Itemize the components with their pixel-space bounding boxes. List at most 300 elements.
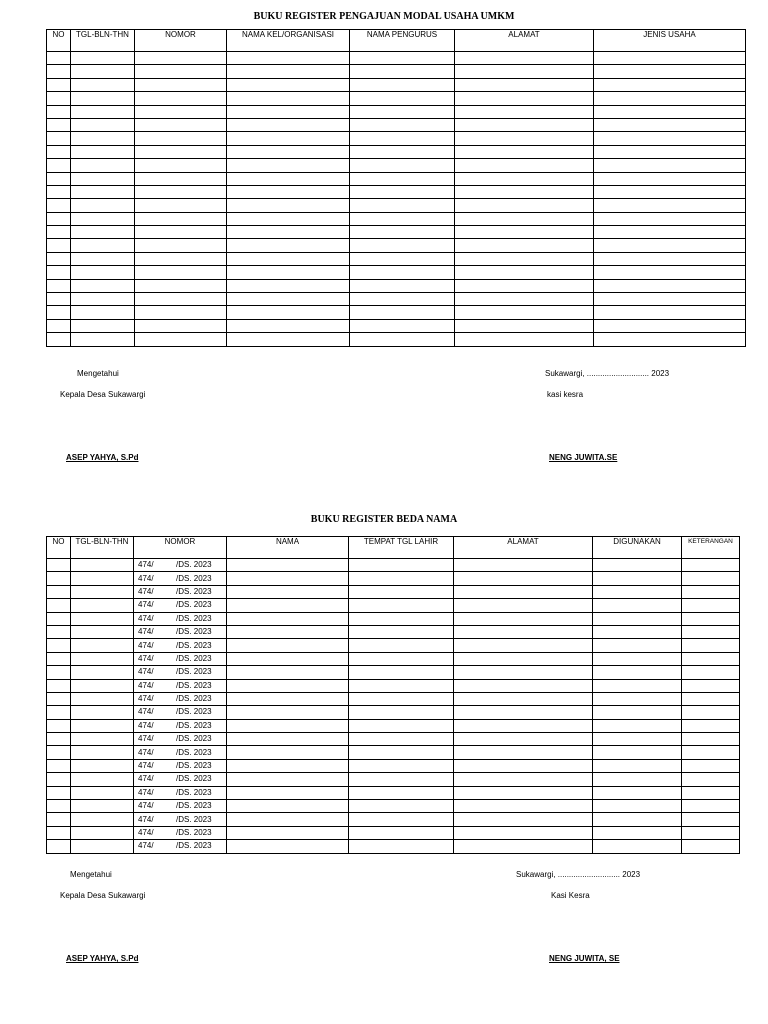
table-cell[interactable]: [227, 65, 350, 78]
table-cell[interactable]: [227, 599, 349, 612]
table-cell[interactable]: [593, 559, 682, 572]
table-cell[interactable]: [227, 252, 350, 265]
table-cell[interactable]: [455, 199, 594, 212]
table-cell[interactable]: [227, 132, 350, 145]
table-cell[interactable]: [682, 585, 740, 598]
nomor-cell[interactable]: [134, 585, 227, 598]
table-cell[interactable]: [350, 185, 455, 198]
table-cell[interactable]: [349, 652, 454, 665]
table-cell[interactable]: [682, 759, 740, 772]
table-cell[interactable]: [47, 585, 71, 598]
table-cell[interactable]: [350, 212, 455, 225]
table-cell[interactable]: [350, 105, 455, 118]
table-cell[interactable]: [71, 239, 135, 252]
table-cell[interactable]: [349, 800, 454, 813]
table-cell[interactable]: [593, 786, 682, 799]
table-cell[interactable]: [594, 239, 746, 252]
table-cell[interactable]: [455, 239, 594, 252]
table-cell[interactable]: [47, 226, 71, 239]
table-cell[interactable]: [455, 65, 594, 78]
table-cell[interactable]: [350, 306, 455, 319]
table-cell[interactable]: [350, 52, 455, 65]
table-cell[interactable]: [682, 733, 740, 746]
nomor-cell[interactable]: [134, 840, 227, 853]
table-cell[interactable]: [349, 612, 454, 625]
table-cell[interactable]: [227, 319, 350, 332]
table-cell[interactable]: [71, 599, 134, 612]
table-cell[interactable]: [47, 333, 71, 346]
nomor-cell[interactable]: [134, 652, 227, 665]
table-cell[interactable]: [593, 813, 682, 826]
nomor-cell[interactable]: [134, 572, 227, 585]
table-cell[interactable]: [349, 733, 454, 746]
table-cell[interactable]: [47, 185, 71, 198]
nomor-cell[interactable]: [134, 599, 227, 612]
table-cell[interactable]: [454, 692, 593, 705]
table-cell[interactable]: [47, 826, 71, 839]
table-cell[interactable]: [47, 199, 71, 212]
table-cell[interactable]: [47, 65, 71, 78]
table-cell[interactable]: [682, 786, 740, 799]
table-cell[interactable]: [349, 826, 454, 839]
table-cell[interactable]: [227, 826, 349, 839]
table-cell[interactable]: [47, 92, 71, 105]
table-cell[interactable]: [47, 105, 71, 118]
table-cell[interactable]: [47, 132, 71, 145]
table-cell[interactable]: [594, 266, 746, 279]
table-cell[interactable]: [594, 105, 746, 118]
table-cell[interactable]: [594, 333, 746, 346]
table-cell[interactable]: [594, 172, 746, 185]
table-cell[interactable]: [135, 306, 227, 319]
table-cell[interactable]: [135, 279, 227, 292]
table-cell[interactable]: [71, 118, 135, 131]
table-cell[interactable]: [594, 185, 746, 198]
table-cell[interactable]: [47, 813, 71, 826]
table-cell[interactable]: [71, 226, 135, 239]
table-cell[interactable]: [71, 212, 135, 225]
table-cell[interactable]: [227, 105, 350, 118]
table-cell[interactable]: [682, 692, 740, 705]
table-cell[interactable]: [594, 145, 746, 158]
nomor-cell[interactable]: [134, 625, 227, 638]
table-cell[interactable]: [682, 639, 740, 652]
table-cell[interactable]: [455, 145, 594, 158]
table-cell[interactable]: [349, 840, 454, 853]
table-cell[interactable]: [47, 706, 71, 719]
table-cell[interactable]: [454, 599, 593, 612]
table-cell[interactable]: [349, 666, 454, 679]
table-cell[interactable]: [47, 172, 71, 185]
table-cell[interactable]: [594, 159, 746, 172]
table-cell[interactable]: [594, 132, 746, 145]
table-cell[interactable]: [135, 132, 227, 145]
table-cell[interactable]: [135, 293, 227, 306]
table-cell[interactable]: [682, 559, 740, 572]
table-cell[interactable]: [682, 706, 740, 719]
nomor-cell[interactable]: [134, 559, 227, 572]
table-cell[interactable]: [682, 652, 740, 665]
table-cell[interactable]: [455, 226, 594, 239]
table-cell[interactable]: [71, 252, 135, 265]
table-cell[interactable]: [227, 733, 349, 746]
table-cell[interactable]: [682, 746, 740, 759]
table-cell[interactable]: [455, 132, 594, 145]
table-cell[interactable]: [349, 625, 454, 638]
table-cell[interactable]: [71, 840, 134, 853]
table-cell[interactable]: [227, 266, 350, 279]
table-cell[interactable]: [593, 840, 682, 853]
table-cell[interactable]: [350, 252, 455, 265]
table-cell[interactable]: [71, 572, 134, 585]
table-cell[interactable]: [594, 92, 746, 105]
table-cell[interactable]: [71, 625, 134, 638]
table-cell[interactable]: [71, 145, 135, 158]
table-cell[interactable]: [349, 692, 454, 705]
table-cell[interactable]: [593, 585, 682, 598]
table-cell[interactable]: [135, 172, 227, 185]
table-cell[interactable]: [454, 559, 593, 572]
table-cell[interactable]: [227, 118, 350, 131]
table-cell[interactable]: [593, 706, 682, 719]
table-cell[interactable]: [71, 52, 135, 65]
table-cell[interactable]: [227, 719, 349, 732]
table-cell[interactable]: [47, 293, 71, 306]
table-cell[interactable]: [350, 279, 455, 292]
table-cell[interactable]: [349, 773, 454, 786]
table-cell[interactable]: [454, 652, 593, 665]
table-cell[interactable]: [454, 719, 593, 732]
table-cell[interactable]: [594, 293, 746, 306]
table-cell[interactable]: [227, 652, 349, 665]
table-cell[interactable]: [47, 746, 71, 759]
table-cell[interactable]: [71, 105, 135, 118]
table-cell[interactable]: [47, 773, 71, 786]
table-cell[interactable]: [682, 813, 740, 826]
table-cell[interactable]: [47, 759, 71, 772]
table-cell[interactable]: [455, 279, 594, 292]
table-cell[interactable]: [135, 92, 227, 105]
nomor-cell[interactable]: [134, 813, 227, 826]
table-cell[interactable]: [593, 773, 682, 786]
table-cell[interactable]: [350, 199, 455, 212]
table-cell[interactable]: [682, 625, 740, 638]
table-cell[interactable]: [682, 599, 740, 612]
table-cell[interactable]: [71, 185, 135, 198]
table-cell[interactable]: [455, 185, 594, 198]
nomor-cell[interactable]: [134, 733, 227, 746]
nomor-cell[interactable]: [134, 773, 227, 786]
table-cell[interactable]: [349, 813, 454, 826]
table-cell[interactable]: [227, 159, 350, 172]
table-cell[interactable]: [135, 239, 227, 252]
table-cell[interactable]: [47, 692, 71, 705]
table-cell[interactable]: [227, 585, 349, 598]
table-cell[interactable]: [227, 572, 349, 585]
table-cell[interactable]: [71, 585, 134, 598]
table-cell[interactable]: [135, 65, 227, 78]
table-cell[interactable]: [349, 572, 454, 585]
table-cell[interactable]: [455, 172, 594, 185]
table-cell[interactable]: [227, 333, 350, 346]
table-cell[interactable]: [349, 719, 454, 732]
table-cell[interactable]: [71, 78, 135, 91]
table-cell[interactable]: [454, 786, 593, 799]
table-cell[interactable]: [227, 625, 349, 638]
table-cell[interactable]: [227, 773, 349, 786]
nomor-cell[interactable]: [134, 800, 227, 813]
table-cell[interactable]: [227, 212, 350, 225]
table-cell[interactable]: [350, 293, 455, 306]
table-cell[interactable]: [682, 612, 740, 625]
table-cell[interactable]: [47, 266, 71, 279]
table-cell[interactable]: [71, 692, 134, 705]
table-cell[interactable]: [593, 639, 682, 652]
table-cell[interactable]: [71, 293, 135, 306]
table-cell[interactable]: [71, 759, 134, 772]
table-cell[interactable]: [71, 639, 134, 652]
table-cell[interactable]: [47, 559, 71, 572]
table-cell[interactable]: [71, 612, 134, 625]
table-cell[interactable]: [350, 319, 455, 332]
table-cell[interactable]: [682, 840, 740, 853]
nomor-cell[interactable]: [134, 786, 227, 799]
table-cell[interactable]: [227, 639, 349, 652]
table-cell[interactable]: [71, 666, 134, 679]
table-cell[interactable]: [71, 159, 135, 172]
nomor-cell[interactable]: [134, 639, 227, 652]
table-cell[interactable]: [227, 293, 350, 306]
table-cell[interactable]: [454, 666, 593, 679]
table-cell[interactable]: [227, 306, 350, 319]
table-cell[interactable]: [135, 78, 227, 91]
table-cell[interactable]: [227, 559, 349, 572]
table-cell[interactable]: [227, 692, 349, 705]
table-cell[interactable]: [71, 719, 134, 732]
table-cell[interactable]: [135, 252, 227, 265]
table-cell[interactable]: [71, 306, 135, 319]
table-cell[interactable]: [594, 226, 746, 239]
table-cell[interactable]: [454, 746, 593, 759]
table-cell[interactable]: [594, 65, 746, 78]
table-cell[interactable]: [71, 333, 135, 346]
table-cell[interactable]: [71, 786, 134, 799]
table-cell[interactable]: [454, 759, 593, 772]
table-cell[interactable]: [593, 719, 682, 732]
table-cell[interactable]: [71, 733, 134, 746]
table-cell[interactable]: [454, 572, 593, 585]
table-cell[interactable]: [350, 92, 455, 105]
table-cell[interactable]: [455, 319, 594, 332]
table-cell[interactable]: [594, 199, 746, 212]
table-cell[interactable]: [593, 666, 682, 679]
nomor-cell[interactable]: [134, 679, 227, 692]
nomor-cell[interactable]: [134, 692, 227, 705]
table-cell[interactable]: [71, 800, 134, 813]
table-cell[interactable]: [594, 78, 746, 91]
table-cell[interactable]: [593, 826, 682, 839]
table-cell[interactable]: [47, 306, 71, 319]
table-cell[interactable]: [47, 78, 71, 91]
table-cell[interactable]: [47, 118, 71, 131]
table-cell[interactable]: [135, 105, 227, 118]
table-cell[interactable]: [135, 118, 227, 131]
table-cell[interactable]: [47, 279, 71, 292]
table-cell[interactable]: [455, 118, 594, 131]
table-cell[interactable]: [47, 639, 71, 652]
table-cell[interactable]: [227, 92, 350, 105]
nomor-cell[interactable]: [134, 706, 227, 719]
table-cell[interactable]: [594, 279, 746, 292]
table-cell[interactable]: [227, 199, 350, 212]
table-cell[interactable]: [455, 159, 594, 172]
table-cell[interactable]: [454, 585, 593, 598]
table-cell[interactable]: [682, 679, 740, 692]
nomor-cell[interactable]: [134, 719, 227, 732]
table-cell[interactable]: [227, 172, 350, 185]
table-cell[interactable]: [227, 759, 349, 772]
table-cell[interactable]: [47, 840, 71, 853]
table-cell[interactable]: [349, 559, 454, 572]
table-cell[interactable]: [593, 800, 682, 813]
table-cell[interactable]: [594, 52, 746, 65]
table-cell[interactable]: [71, 199, 135, 212]
table-cell[interactable]: [227, 185, 350, 198]
table-cell[interactable]: [71, 773, 134, 786]
table-cell[interactable]: [227, 52, 350, 65]
table-cell[interactable]: [593, 572, 682, 585]
table-cell[interactable]: [135, 185, 227, 198]
table-cell[interactable]: [227, 612, 349, 625]
table-cell[interactable]: [47, 159, 71, 172]
table-cell[interactable]: [350, 226, 455, 239]
table-cell[interactable]: [454, 733, 593, 746]
table-cell[interactable]: [593, 746, 682, 759]
table-cell[interactable]: [47, 733, 71, 746]
table-cell[interactable]: [594, 252, 746, 265]
table-cell[interactable]: [71, 813, 134, 826]
table-cell[interactable]: [350, 65, 455, 78]
table-cell[interactable]: [454, 612, 593, 625]
table-cell[interactable]: [71, 652, 134, 665]
table-cell[interactable]: [135, 199, 227, 212]
table-cell[interactable]: [349, 746, 454, 759]
table-cell[interactable]: [227, 666, 349, 679]
table-cell[interactable]: [227, 226, 350, 239]
table-cell[interactable]: [135, 159, 227, 172]
table-cell[interactable]: [350, 78, 455, 91]
table-cell[interactable]: [47, 599, 71, 612]
table-cell[interactable]: [47, 319, 71, 332]
table-cell[interactable]: [47, 612, 71, 625]
table-cell[interactable]: [593, 625, 682, 638]
table-cell[interactable]: [47, 666, 71, 679]
table-cell[interactable]: [593, 733, 682, 746]
table-cell[interactable]: [227, 78, 350, 91]
table-cell[interactable]: [594, 212, 746, 225]
table-cell[interactable]: [593, 612, 682, 625]
table-cell[interactable]: [71, 826, 134, 839]
table-cell[interactable]: [47, 652, 71, 665]
table-cell[interactable]: [455, 78, 594, 91]
table-cell[interactable]: [455, 333, 594, 346]
table-cell[interactable]: [135, 319, 227, 332]
table-cell[interactable]: [47, 800, 71, 813]
table-cell[interactable]: [47, 145, 71, 158]
table-cell[interactable]: [682, 826, 740, 839]
table-cell[interactable]: [594, 306, 746, 319]
table-cell[interactable]: [47, 625, 71, 638]
table-cell[interactable]: [455, 266, 594, 279]
table-cell[interactable]: [135, 52, 227, 65]
table-cell[interactable]: [454, 625, 593, 638]
table-cell[interactable]: [350, 118, 455, 131]
table-cell[interactable]: [454, 773, 593, 786]
table-cell[interactable]: [454, 679, 593, 692]
table-cell[interactable]: [455, 52, 594, 65]
table-cell[interactable]: [47, 212, 71, 225]
table-cell[interactable]: [594, 118, 746, 131]
table-cell[interactable]: [71, 266, 135, 279]
table-cell[interactable]: [593, 692, 682, 705]
table-cell[interactable]: [227, 239, 350, 252]
table-cell[interactable]: [71, 132, 135, 145]
table-cell[interactable]: [135, 226, 227, 239]
table-cell[interactable]: [227, 145, 350, 158]
table-cell[interactable]: [71, 679, 134, 692]
table-cell[interactable]: [135, 145, 227, 158]
table-cell[interactable]: [135, 212, 227, 225]
table-cell[interactable]: [455, 293, 594, 306]
table-cell[interactable]: [454, 639, 593, 652]
table-cell[interactable]: [454, 840, 593, 853]
nomor-cell[interactable]: [134, 826, 227, 839]
table-cell[interactable]: [594, 319, 746, 332]
nomor-cell[interactable]: [134, 759, 227, 772]
table-cell[interactable]: [454, 800, 593, 813]
table-cell[interactable]: [350, 239, 455, 252]
table-cell[interactable]: [47, 572, 71, 585]
table-cell[interactable]: [349, 786, 454, 799]
table-cell[interactable]: [454, 706, 593, 719]
table-cell[interactable]: [227, 279, 350, 292]
table-cell[interactable]: [350, 333, 455, 346]
table-cell[interactable]: [227, 813, 349, 826]
nomor-cell[interactable]: [134, 612, 227, 625]
table-cell[interactable]: [350, 145, 455, 158]
table-cell[interactable]: [350, 266, 455, 279]
table-cell[interactable]: [593, 652, 682, 665]
table-cell[interactable]: [71, 559, 134, 572]
table-cell[interactable]: [47, 786, 71, 799]
table-cell[interactable]: [47, 52, 71, 65]
table-cell[interactable]: [71, 92, 135, 105]
table-cell[interactable]: [71, 319, 135, 332]
table-cell[interactable]: [455, 105, 594, 118]
table-cell[interactable]: [227, 706, 349, 719]
table-cell[interactable]: [349, 599, 454, 612]
table-cell[interactable]: [350, 172, 455, 185]
table-cell[interactable]: [349, 679, 454, 692]
table-cell[interactable]: [682, 773, 740, 786]
table-cell[interactable]: [227, 746, 349, 759]
table-cell[interactable]: [682, 719, 740, 732]
table-cell[interactable]: [350, 159, 455, 172]
table-cell[interactable]: [227, 800, 349, 813]
table-cell[interactable]: [593, 679, 682, 692]
table-cell[interactable]: [135, 333, 227, 346]
table-cell[interactable]: [227, 679, 349, 692]
